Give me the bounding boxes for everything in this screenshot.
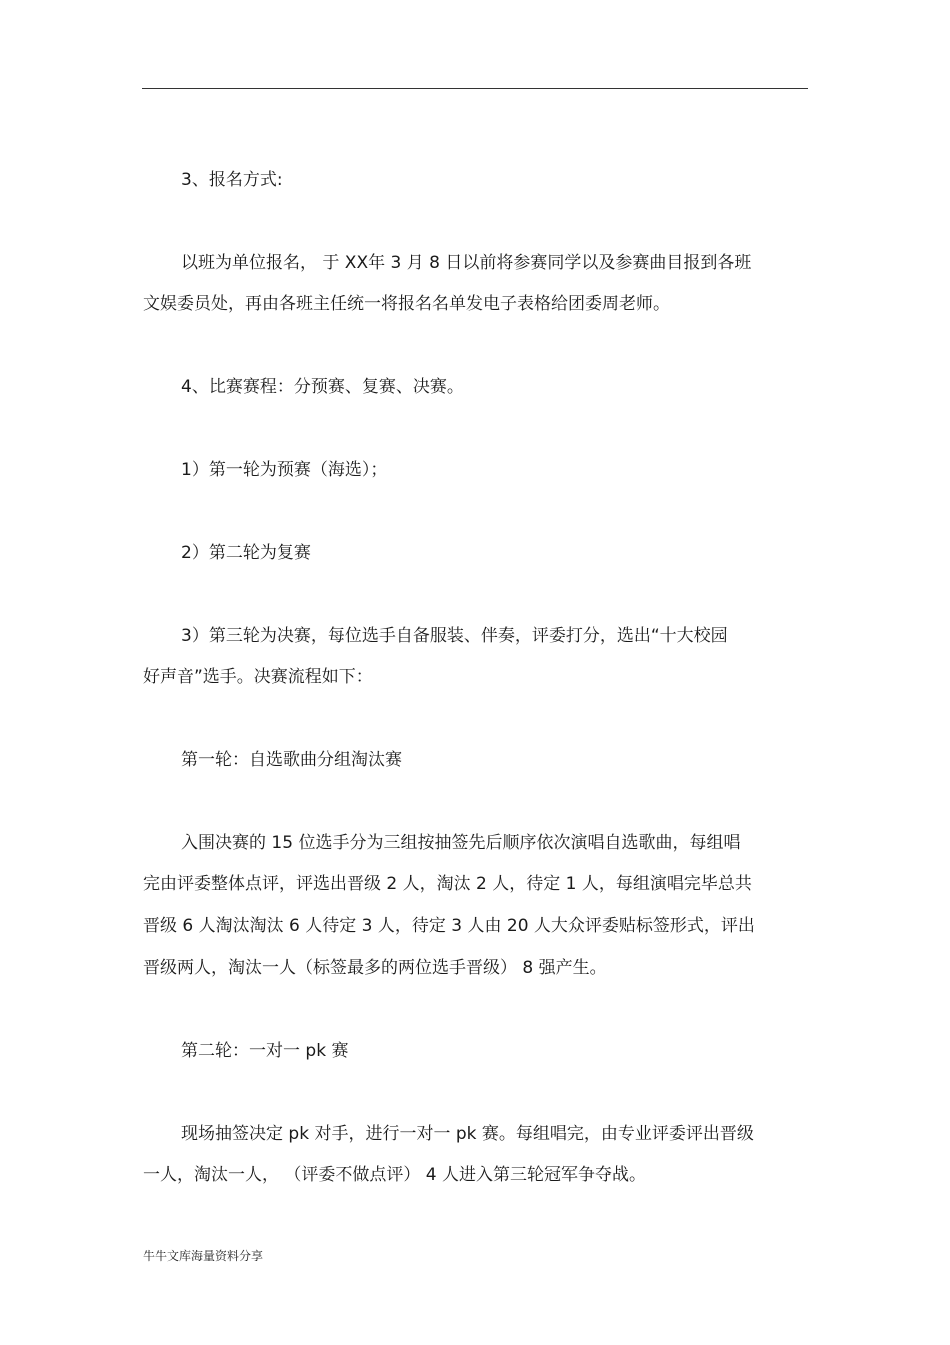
section4-heading: 4、比赛赛程：分预赛、复赛、决赛。: [181, 377, 464, 397]
section3-body-line-1: 以班为单位报名， 于 XX年 3 月 8 日以前将参赛同学以及参赛曲目报到各班: [181, 253, 752, 273]
final-round1-body-line-3: 晋级 6 人淘汰淘汰 6 人待定 3 人，待定 3 人由 20 人大众评委贴标签形式，评出: [143, 916, 755, 936]
header-rule: [142, 88, 808, 89]
round2-text: 2）第二轮为复赛: [181, 543, 311, 563]
final-round2-body-line-2: 一人，淘汰一人， （评委不做点评） 4 人进入第三轮冠军争夺战。: [143, 1165, 647, 1185]
final-round2-body-line-1: 现场抽签决定 pk 对手，进行一对一 pk 赛。每组唱完，由专业评委评出晋级: [181, 1124, 754, 1144]
final-round1-body-line-4: 晋级两人，淘汰一人（标签最多的两位选手晋级） 8 强产生。: [143, 958, 607, 978]
final-round1-title: 第一轮：自选歌曲分组淘汰赛: [181, 750, 402, 770]
final-round1-body-line-1: 入围决赛的 15 位选手分为三组按抽签先后顺序依次演唱自选歌曲，每组唱: [181, 833, 741, 853]
round1-text: 1）第一轮为预赛（海选）；: [181, 460, 388, 480]
section3-body-line-2: 文娱委员处，再由各班主任统一将报名名单发电子表格给团委周老师。: [143, 294, 670, 314]
footer-text: 牛牛文库海量资料分享: [143, 1249, 264, 1263]
final-round2-title: 第二轮：一对一 pk 赛: [181, 1041, 349, 1061]
section3-heading: 3、报名方式:: [181, 170, 283, 190]
round3-line-1: 3）第三轮为决赛，每位选手自备服装、伴奏，评委打分，选出“十大校园: [181, 626, 728, 646]
round3-line-2: 好声音”选手。决赛流程如下：: [143, 667, 373, 687]
final-round1-body-line-2: 完由评委整体点评，评选出晋级 2 人，淘汰 2 人，待定 1 人，每组演唱完毕总共: [143, 874, 752, 894]
